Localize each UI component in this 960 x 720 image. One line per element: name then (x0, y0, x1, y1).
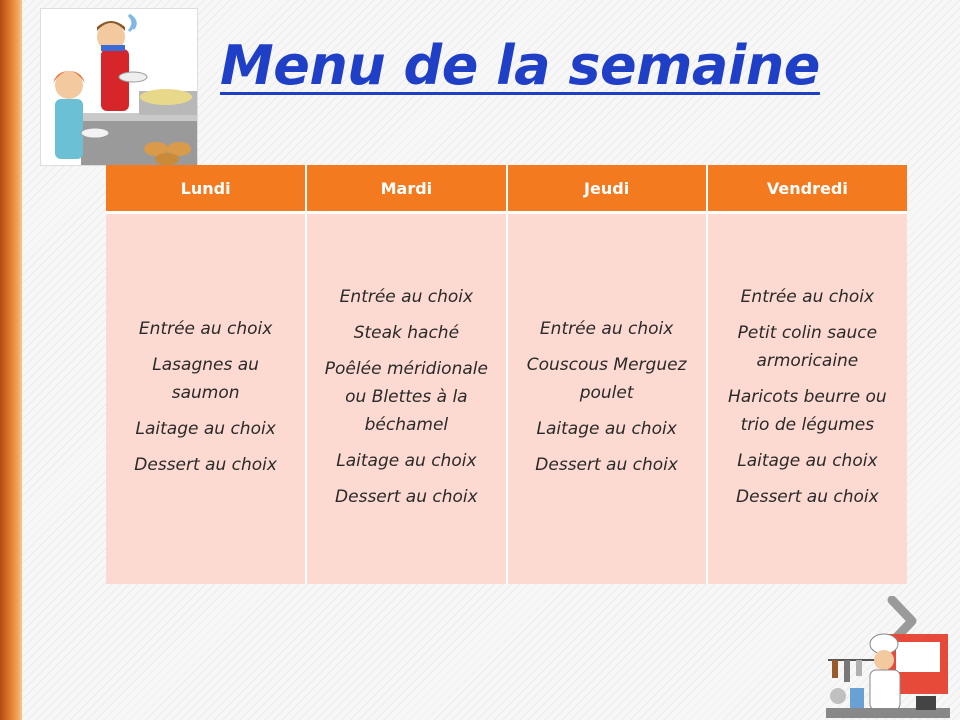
day-header-mardi: Mardi (306, 165, 506, 213)
menu-header-row (106, 165, 907, 213)
menu-item: Entrée au choix (138, 319, 273, 339)
menu-item: Poêlée méridionale ou Blettes à la béchamel (324, 359, 488, 435)
menu-item: Couscous Merguez poulet (526, 355, 687, 403)
menu-item: Entrée au choix (339, 287, 474, 307)
menu-item: Petit colin sauce armoricaine (737, 323, 878, 371)
menu-cell-jeudi (507, 213, 707, 585)
menu-item: Dessert au choix (134, 455, 277, 475)
left-decorative-bar (0, 0, 22, 720)
menu-cell-mardi (306, 213, 506, 585)
weekly-menu-table (106, 165, 907, 584)
menu-item: Entrée au choix (539, 319, 674, 339)
menu-item: Laitage au choix (737, 451, 878, 471)
menu-item: Laitage au choix (536, 419, 677, 439)
menu-item: Dessert au choix (535, 455, 678, 475)
cafeteria-clipart-icon (40, 8, 198, 166)
page-title: Menu de la semaine (220, 34, 820, 97)
menu-cell-vendredi (707, 213, 907, 585)
menu-item: Dessert au choix (335, 487, 478, 507)
day-header-jeudi: Jeudi (507, 165, 707, 213)
menu-item: Entrée au choix (740, 287, 875, 307)
menu-item: Laitage au choix (135, 419, 276, 439)
day-header-lundi: Lundi (106, 165, 306, 213)
menu-item: Lasagnes au saumon (152, 355, 259, 403)
day-header-vendredi: Vendredi (707, 165, 907, 213)
menu-cell-lundi (106, 213, 306, 585)
menu-item: Dessert au choix (736, 487, 879, 507)
menu-item: Steak haché (353, 323, 460, 343)
chef-kitchen-clipart-icon (826, 630, 950, 718)
menu-body-row (106, 213, 907, 585)
menu-item: Haricots beurre ou trio de légumes (728, 387, 887, 435)
menu-item: Laitage au choix (336, 451, 477, 471)
